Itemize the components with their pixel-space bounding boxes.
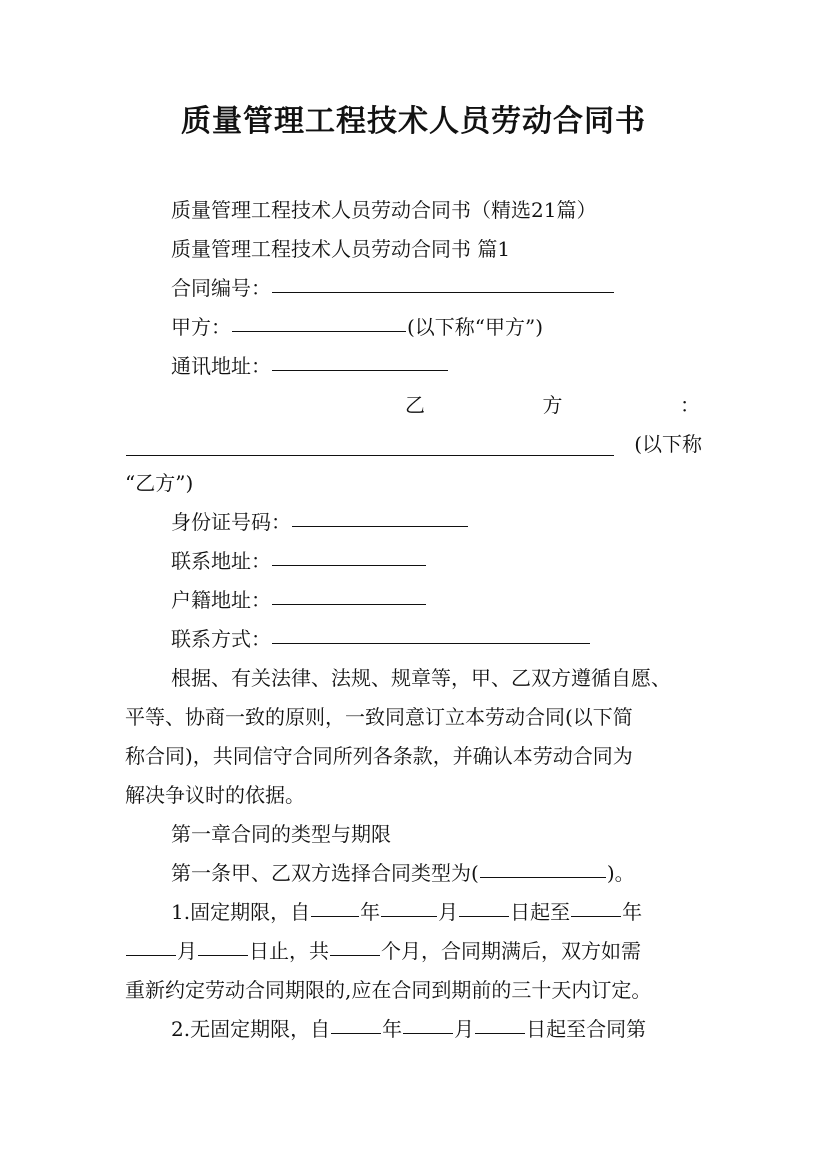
paragraph-line-1: 根据、有关法律、法规、规章等，甲、乙双方遵循自愿、 <box>171 666 671 690</box>
party-a-label: 甲方： <box>171 315 231 339</box>
article-one-row <box>125 854 702 892</box>
open-start-year-blank <box>331 1010 381 1034</box>
year-label: 年 <box>360 900 381 924</box>
contact-method-label: 联系方式： <box>171 627 271 651</box>
fixed-end-month-blank <box>126 932 176 956</box>
contract-number-blank <box>272 269 614 293</box>
party-b-name-row <box>125 425 702 463</box>
months-text: 个月，合同期满后，双方如需 <box>381 939 641 963</box>
fixed-start-day-blank <box>459 893 509 917</box>
fixed-start-month-blank <box>381 893 437 917</box>
party-b-colon: ： <box>680 393 700 417</box>
end-month-label: 月 <box>177 939 197 963</box>
id-number-row <box>125 503 702 541</box>
party-b-label <box>405 386 700 424</box>
household-address-row <box>125 581 702 619</box>
month-label: 月 <box>438 900 459 924</box>
contact-address-blank <box>272 542 426 566</box>
from-day-to-label: 日起至 <box>510 900 571 924</box>
mailing-address-label: 通讯地址： <box>171 354 271 378</box>
party-b-suffix: (以下称 <box>634 432 702 456</box>
open-term-prefix: 2.无固定期限，自 <box>171 1017 331 1041</box>
party-b-char-two: 方 <box>542 393 563 417</box>
term-months-blank <box>330 932 380 956</box>
id-number-blank <box>292 503 468 527</box>
article-one-prefix: 第一条甲、乙双方选择合同类型为( <box>171 861 479 885</box>
contract-type-blank <box>480 854 606 878</box>
contract-number-label: 合同编号： <box>171 276 271 300</box>
renewal-line: 重新约定劳动合同期限的,应在合同到期前的三十天内订定。 <box>125 978 652 1002</box>
document-title: 质量管理工程技术人员劳动合同书 <box>181 104 646 139</box>
contact-address-row <box>125 542 702 580</box>
party-a-row <box>125 308 702 346</box>
paragraph-line-3: 称合同)，共同信守合同所列各条款，并确认本劳动合同为 <box>125 744 633 768</box>
id-number-label: 身份证号码： <box>171 510 291 534</box>
chapter-one-heading: 第一章合同的类型与期限 <box>171 822 391 846</box>
fixed-term-row <box>125 893 702 931</box>
contract-number-row <box>125 269 702 307</box>
end-year-label: 年 <box>622 900 643 924</box>
open-start-day-blank <box>475 1010 525 1034</box>
contact-method-row <box>125 620 702 658</box>
open-year-label: 年 <box>382 1017 403 1041</box>
party-b-blank <box>126 432 614 456</box>
household-address-blank <box>272 581 426 605</box>
mailing-address-row <box>125 347 702 385</box>
party-b-char-one: 乙 <box>405 393 425 417</box>
open-term-row <box>125 1010 702 1048</box>
open-term-suffix: 日起至合同第 <box>526 1017 647 1041</box>
fixed-term-row-2 <box>125 932 702 970</box>
household-address-label: 户籍地址： <box>171 588 271 612</box>
party-a-blank <box>232 308 406 332</box>
contact-method-blank <box>272 620 590 644</box>
fixed-term-prefix: 1.固定期限，自 <box>171 900 311 924</box>
paragraph-line-2: 平等、协商一致的原则，一致同意订立本劳动合同(以下简 <box>125 705 633 729</box>
fixed-end-day-blank <box>198 932 248 956</box>
contact-address-label: 联系地址： <box>171 549 271 573</box>
open-month-label: 月 <box>454 1017 475 1041</box>
end-day-label: 日止，共 <box>249 939 329 963</box>
party-a-suffix: (以下称“甲方”) <box>407 315 544 339</box>
fixed-end-year-blank <box>571 893 621 917</box>
party-b-suffix-line: “乙方”) <box>125 471 194 495</box>
fixed-start-year-blank <box>311 893 359 917</box>
paragraph-line-4: 解决争议时的依据。 <box>125 783 305 807</box>
article-heading: 质量管理工程技术人员劳动合同书 篇1 <box>171 237 511 261</box>
article-one-suffix: )。 <box>606 861 635 885</box>
open-start-month-blank <box>403 1010 453 1034</box>
document-subtitle: 质量管理工程技术人员劳动合同书（精选21篇） <box>171 198 597 222</box>
mailing-address-blank <box>272 347 448 371</box>
